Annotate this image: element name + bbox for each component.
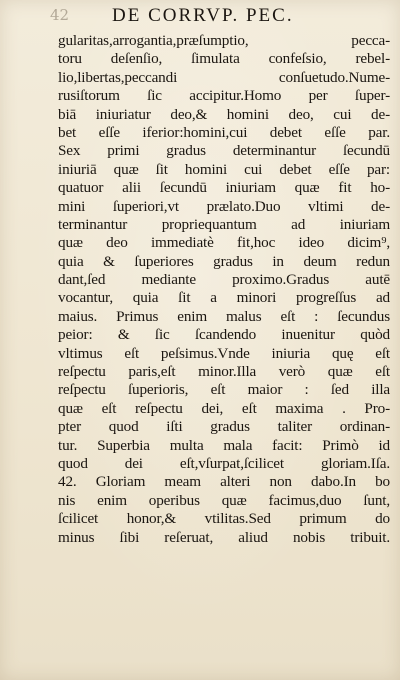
text-line: maius. Primus enim malus eſt : ſecundus [58, 307, 390, 325]
text-line: ſcilicet honor,& vtilitas.Sed primum do [58, 510, 390, 528]
text-line: nis enim operibus quæ facimus,duo ſunt, [58, 491, 390, 509]
text-line: quæ eſt reſpectu dei, eſt maxima . Pro- [58, 399, 390, 417]
text-line: quæ deo immediatè fit,hoc ideo dicim⁹, [58, 234, 390, 252]
text-line: 42. Gloriam meam alteri non dabo.In bo [58, 473, 390, 491]
text-line: mini ſuperiori,vt prælato.Duo vltimi de- [58, 197, 390, 215]
text-line: minus ſibi reſeruat, aliud nobis tribuit. [58, 528, 390, 546]
text-line: rusiſtorum ſic accipitur.Homo per ſuper- [58, 87, 390, 105]
text-line: vltimus eſt peſsimus.Vnde iniuria quę eſt [58, 344, 390, 362]
text-line: quatuor alii ſecundū iniuriam quæ fit ho- [58, 179, 390, 197]
text-line: quod dei eſt,vſurpat,ſcilicet gloriam.Iſa. [58, 454, 390, 472]
text-line: gularitas,arrogantia,præſumptio, pecca- [58, 32, 390, 49]
page-number: 42 [50, 6, 70, 24]
text-line: terminantur propriequantum ad iniuriam [58, 215, 390, 233]
page-header-title: DE CORRVP. PEC. [112, 5, 294, 26]
text-line: pter quod iſti gradus taliter ordinan- [58, 418, 390, 436]
text-line: reſpectu ſuperioris, eſt maior : ſed illa [58, 381, 390, 399]
running-head [0, 4, 400, 30]
text-line: bet eſſe iferior:homini,cui debet eſſe par. [58, 123, 390, 141]
text-line: reſpectu paris,eſt minor.Illa verò quæ eſt [58, 363, 390, 381]
text-line: vocantur, quia ſit a minori progreſſus ad [58, 289, 390, 307]
text-line: Sex primi gradus determinantur ſecundū [58, 142, 390, 160]
text-line: biā iniuriatur deo,& homini deo, cui de- [58, 105, 390, 123]
text-line: iniuriā quæ ſit homini cui debet eſſe par: [58, 160, 390, 178]
text-line: quia & ſuperiores gradus in deum redun [58, 252, 390, 270]
body-text [58, 32, 390, 547]
text-line: toru deſenſio, ſimulata confeſsio, rebel- [58, 50, 390, 68]
text-line: lio,libertas,peccandi conſuetudo.Nume- [58, 68, 390, 86]
text-line: dant,ſed mediante proximo.Gradus autē [58, 271, 390, 289]
text-line: tur. Superbia multa mala facit: Primò id [58, 436, 390, 454]
text-line: peior: & ſic ſcandendo inuenitur quòd [58, 326, 390, 344]
